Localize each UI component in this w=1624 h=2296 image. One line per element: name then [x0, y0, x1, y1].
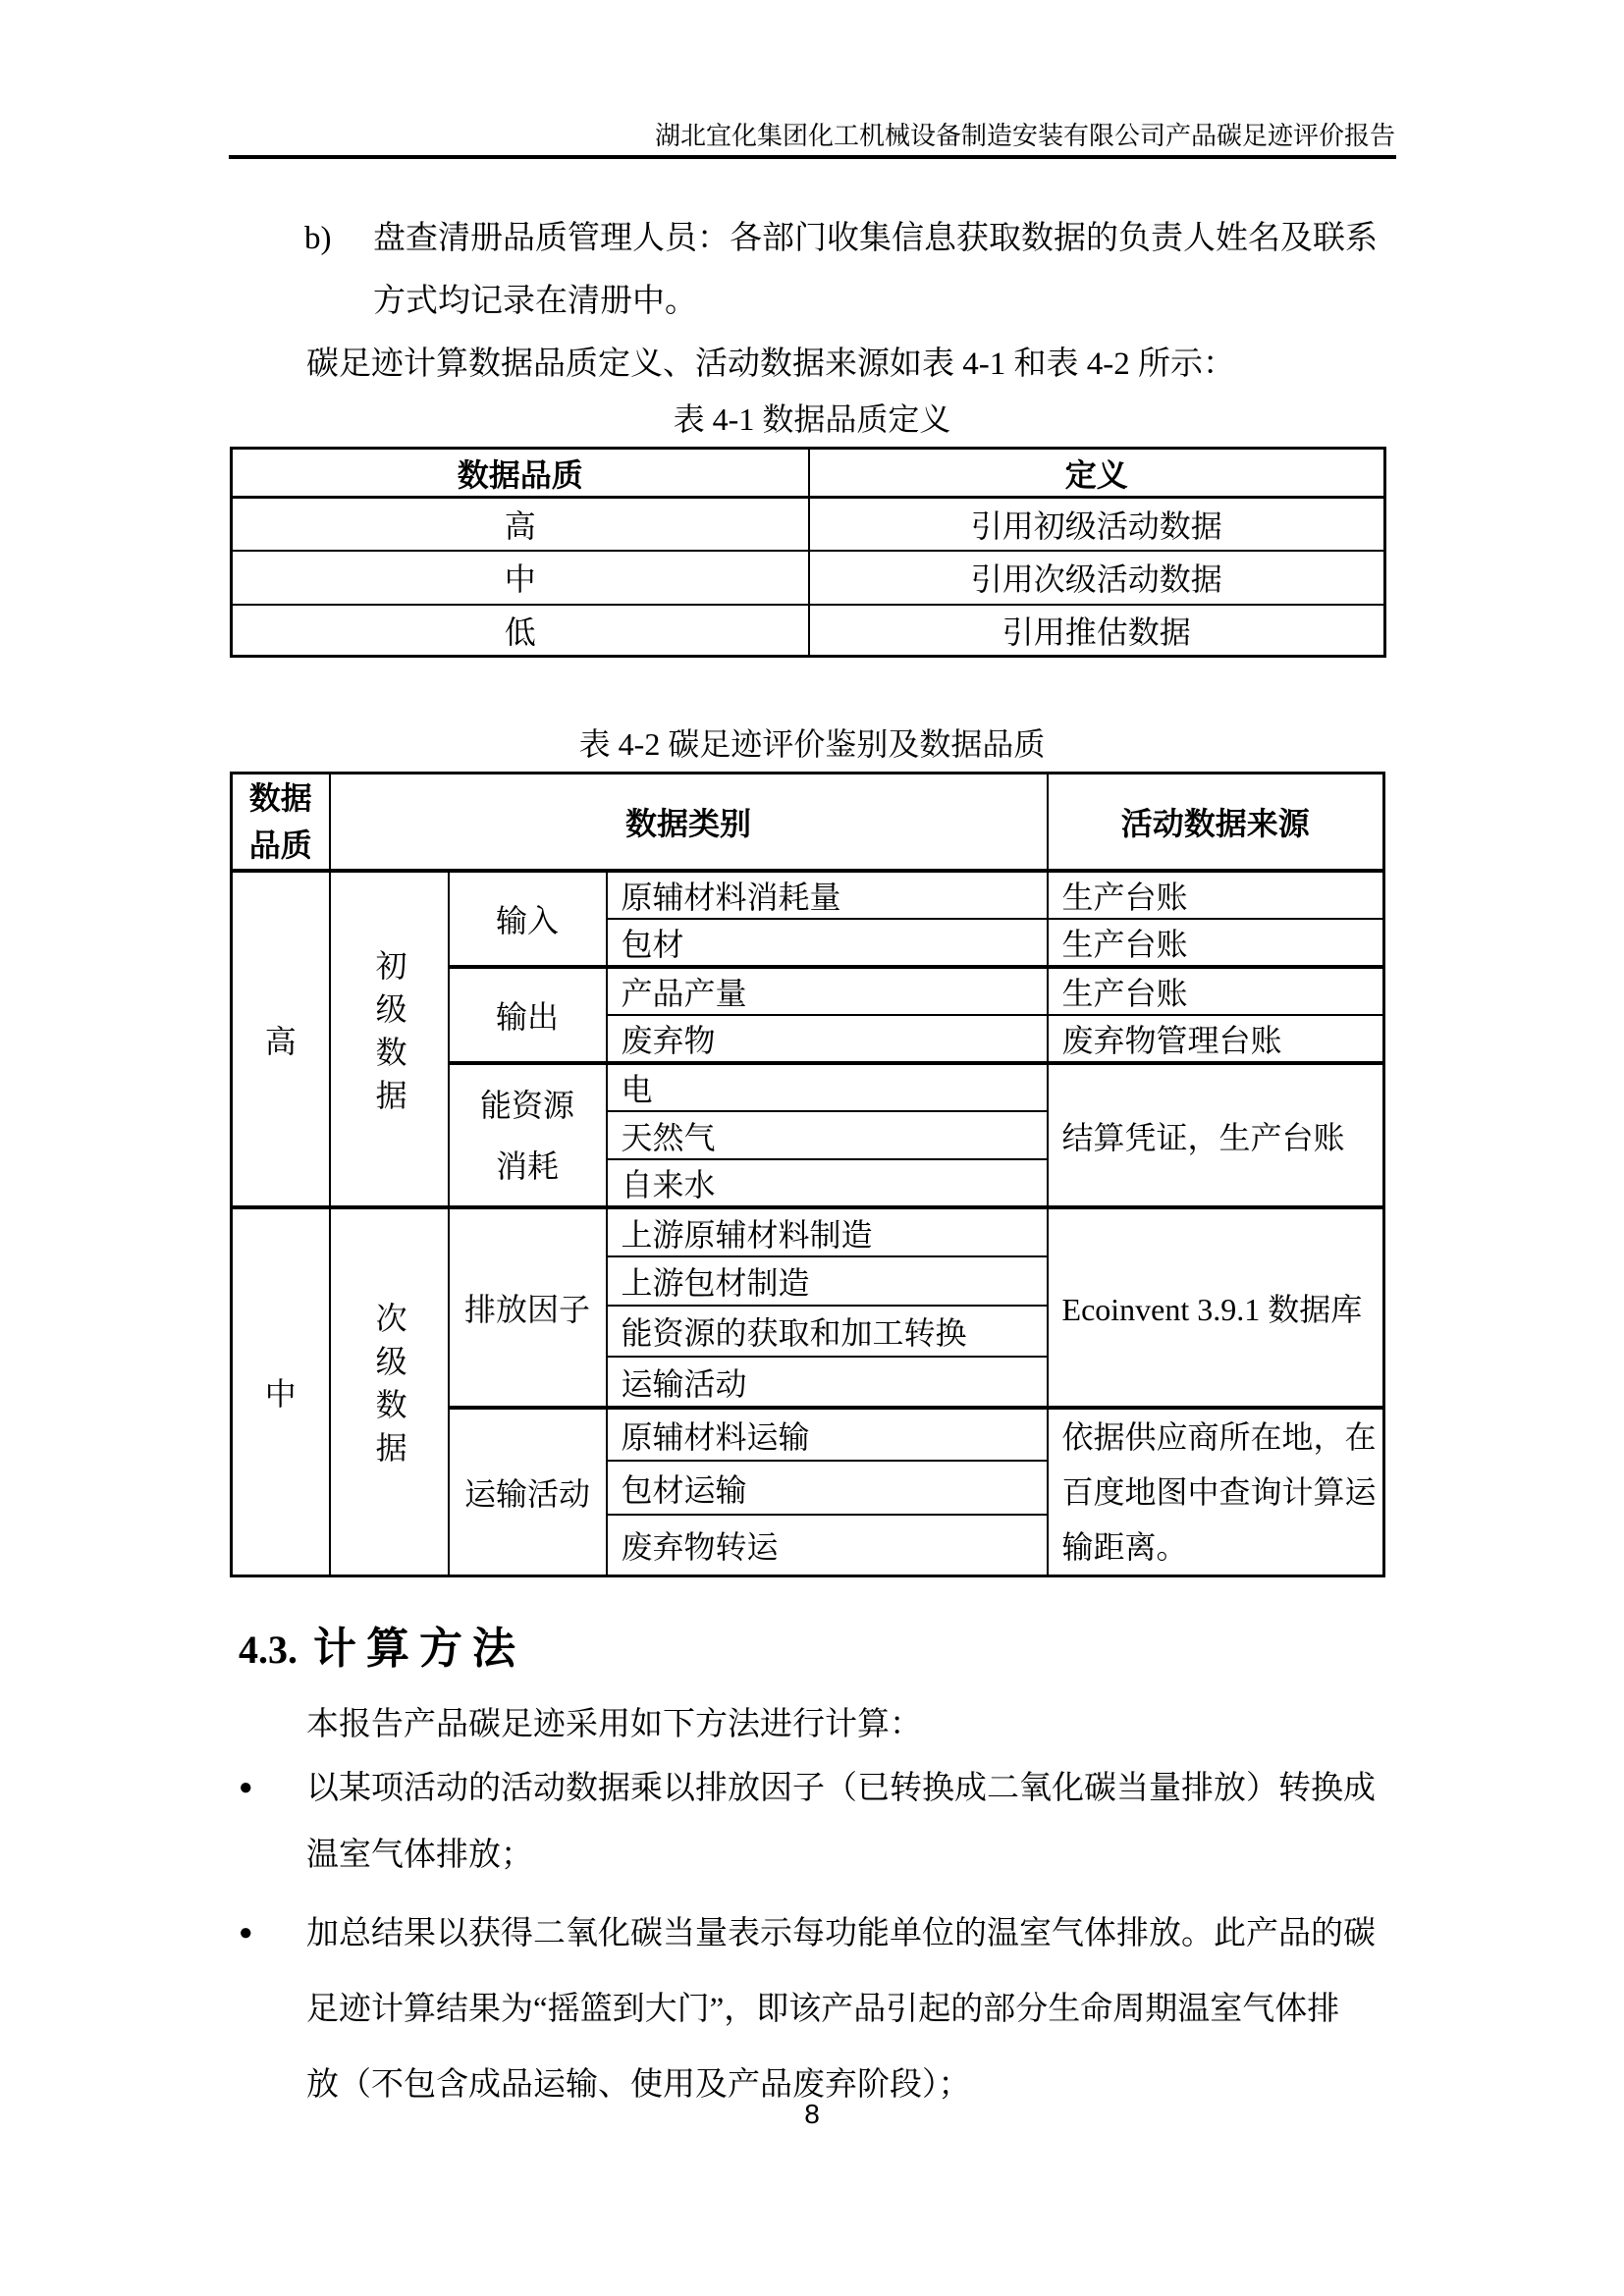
bullet-line: 温室气体排放； [306, 1838, 533, 1873]
cell-item: 能资源的获取和加工转换 [607, 1306, 1048, 1357]
table-4-2-caption: 表 4-2 碳足迹评价鉴别及数据品质 [578, 726, 1046, 762]
table-4-1-header-quality: 数据品质 [232, 449, 809, 498]
cell-source: 生产台账 [1048, 967, 1384, 1015]
cell-item: 废弃物转运 [607, 1515, 1048, 1576]
section-intro: 本报告产品碳足迹采用如下方法进行计算： [306, 1707, 922, 1742]
bullet-line: 放（不包含成品运输、使用及产品废弃阶段）； [306, 2067, 971, 2103]
cell-item: 废弃物 [607, 1015, 1048, 1063]
cell-group-input: 输入 [449, 871, 607, 967]
cell-item: 产品产量 [607, 967, 1048, 1015]
cell-source: 生产台账 [1048, 871, 1384, 919]
table-4-2-header-quality: 数据 品质 [232, 774, 330, 872]
cell-item: 天然气 [607, 1111, 1048, 1159]
section-title: 计算方法 [313, 1625, 525, 1673]
bullet-line: 以某项活动的活动数据乘以排放因子（已转换成二氧化碳当量排放）转换成 [306, 1771, 1376, 1806]
list-item-b-marker: b) [304, 221, 332, 256]
bullet-icon: ● [239, 1920, 253, 1946]
cell-item: 自来水 [607, 1159, 1048, 1207]
cell-item: 上游包材制造 [607, 1256, 1048, 1306]
cell-quality-medium: 中 [232, 1207, 330, 1576]
cell-source-merged: Ecoinvent 3.9.1 数据库 [1048, 1207, 1384, 1408]
cell-item: 原辅材料运输 [607, 1408, 1048, 1461]
table-4-1-caption: 表 4-1 数据品质定义 [673, 401, 951, 437]
bullet-line: 足迹计算结果为“摇篮到大门”，即该产品引起的部分生命周期温室气体排 [306, 1992, 1340, 2027]
cell-level-secondary: 次级数据 [330, 1207, 449, 1576]
bullet-line: 加总结果以获得二氧化碳当量表示每功能单位的温室气体排放。此产品的碳 [306, 1916, 1376, 1951]
cell-item: 包材运输 [607, 1461, 1048, 1514]
cell-source: 生产台账 [1048, 919, 1384, 967]
section-heading [239, 1622, 525, 1686]
lead-paragraph: 碳足迹计算数据品质定义、活动数据来源如表 4-1 和表 4-2 所示： [306, 347, 1235, 382]
cell-source-merged: 依据供应商所在地，在 百度地图中查询计算运 输距离。 [1048, 1408, 1384, 1576]
table-cell-definition-medium: 引用次级活动数据 [809, 551, 1385, 605]
cell-level-primary: 初级数据 [330, 871, 449, 1207]
table-row [232, 1207, 1384, 1256]
cell-item: 原辅材料消耗量 [607, 871, 1048, 919]
table-cell-quality-low: 低 [232, 605, 809, 657]
table-4-1-header-definition: 定义 [809, 449, 1385, 498]
cell-group-emission-factor: 排放因子 [449, 1207, 607, 1408]
table-4-2-header-source: 活动数据来源 [1048, 774, 1384, 872]
cell-source-merged: 结算凭证，生产台账 [1048, 1063, 1384, 1207]
header-rule [229, 155, 1396, 159]
table-4-2-header-category: 数据类别 [330, 774, 1048, 872]
table-row [232, 605, 1385, 657]
cell-item: 上游原辅材料制造 [607, 1207, 1048, 1256]
bullet-icon: ● [239, 1775, 253, 1800]
cell-quality-high: 高 [232, 871, 330, 1207]
list-item-b-line-1: 盘查清册品质管理人员：各部门收集信息获取数据的负责人姓名及联系 [373, 221, 1378, 256]
cell-group-energy: 能资源 消耗 [449, 1063, 607, 1207]
cell-item: 运输活动 [607, 1357, 1048, 1408]
table-cell-quality-medium: 中 [232, 551, 809, 605]
table-4-2 [230, 772, 1385, 1577]
table-cell-quality-high: 高 [232, 498, 809, 551]
page-header-title: 湖北宜化集团化工机械设备制造安装有限公司产品碳足迹评价报告 [654, 122, 1395, 150]
cell-group-output: 输出 [449, 967, 607, 1063]
cell-group-transport: 运输活动 [449, 1408, 607, 1576]
bullet-item-1 [306, 1755, 1376, 1889]
table-row [232, 551, 1385, 605]
cell-item: 包材 [607, 919, 1048, 967]
table-cell-definition-low: 引用推估数据 [809, 605, 1385, 657]
bullet-item-2 [306, 1896, 1376, 2123]
table-4-1 [230, 447, 1386, 658]
list-item-b-line-2: 方式均记录在清册中。 [373, 284, 697, 319]
page-number: 8 [804, 2099, 820, 2129]
table-row [232, 871, 1384, 919]
cell-source: 废弃物管理台账 [1048, 1015, 1384, 1063]
table-cell-definition-high: 引用初级活动数据 [809, 498, 1385, 551]
cell-item: 电 [607, 1063, 1048, 1111]
section-number: 4.3. [239, 1628, 298, 1672]
table-row [232, 498, 1385, 551]
list-item-b [304, 207, 1378, 333]
